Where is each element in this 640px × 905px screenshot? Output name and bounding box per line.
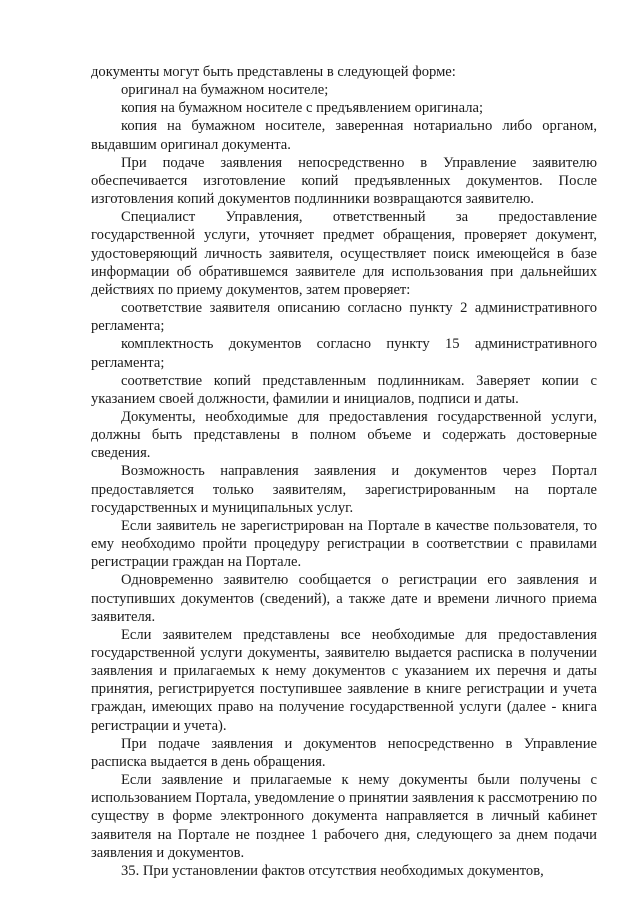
list-item-original: оригинал на бумажном носителе; [121, 82, 329, 99]
paragraph-forms-intro: документы могут быть представлены в следующей форме: [91, 64, 456, 80]
paragraph-receipt-same-day: При подаче заявления и документов непосредственно в Управление расписка выдается в день обращения. [91, 735, 597, 770]
paragraph-portal-possibility: Возможность направления заявления и документов через Портал предоставляется только заявителям, зарегистрированным на портале государственных и муниципальных услуг. [91, 463, 597, 516]
paragraph-copies: При подаче заявления непосредственно в Управление заявителю обеспечивается изготовление копий предъявленных документов. После изготовления копий документов подлинники возвращаются заявителю. [91, 154, 597, 208]
paragraph-notification: Одновременно заявителю сообщается о регистрации его заявления и поступивших документов (сведений), а также дате и времени личного приема заявителя. [91, 572, 597, 625]
document-body [91, 63, 597, 880]
list-item-copy-with-original: копия на бумажном носителе с предъявлением оригинала; [121, 100, 484, 117]
paragraph-item-35: 35. При установлении фактов отсутствия необходимых документов, [121, 862, 544, 879]
list-item-check-copies: соответствие копий представленным подлинникам. Заверяет копии с указанием своей должности, фамилии и инициалов, подписи и даты. [91, 372, 597, 407]
list-item-check-applicant: соответствие заявителя описанию согласно пункту 2 административного регламента; [91, 300, 597, 335]
paragraph-documents-full: Документы, необходимые для предоставления государственной услуги, должны быть представлены в полном объеме и содержать достоверные сведения. [91, 408, 597, 462]
paragraph-specialist: Специалист Управления, ответственный за предоставление государственной услуги, уточняет предмет обращения, проверяет документ, удостоверяющий личность заявителя, осуществляет поиск имеющейся в базе информации об обратившемся заявителе для использования при дальнейших действиях по приему документов, затем проверяет: [91, 209, 597, 298]
paragraph-receipt: Если заявителем представлены все необходимые для предоставления государственной услуги документы, заявителю выдается расписка в получении заявления и прилагаемых к нему документов с указанием их перечня и даты принятия, регистрируется поступившее заявление в книге регистрации и учета граждан, имеющих право на получение государственной услуги (далее - книга регистрации и учета). [91, 626, 597, 734]
list-item-check-completeness: комплектность документов согласно пункту 15 административного регламента; [91, 336, 597, 371]
list-item-notarized-copy: копия на бумажном носителе, заверенная нотариально либо органом, выдавшим оригинал документа. [91, 118, 597, 153]
paragraph-portal-notification: Если заявление и прилагаемые к нему документы были получены с использованием Портала, уведомление о принятии заявления к рассмотрению по существу в форме электронного документа направляется в личный кабинет заявителя на Портале не позднее 1 рабочего дня, следующего за днем подачи заявления и документов. [91, 772, 597, 861]
paragraph-portal-registration: Если заявитель не зарегистрирован на Портале в качестве пользователя, то ему необходимо пройти процедуру регистрации в соответствии с правилами регистрации граждан на Портале. [91, 517, 597, 571]
